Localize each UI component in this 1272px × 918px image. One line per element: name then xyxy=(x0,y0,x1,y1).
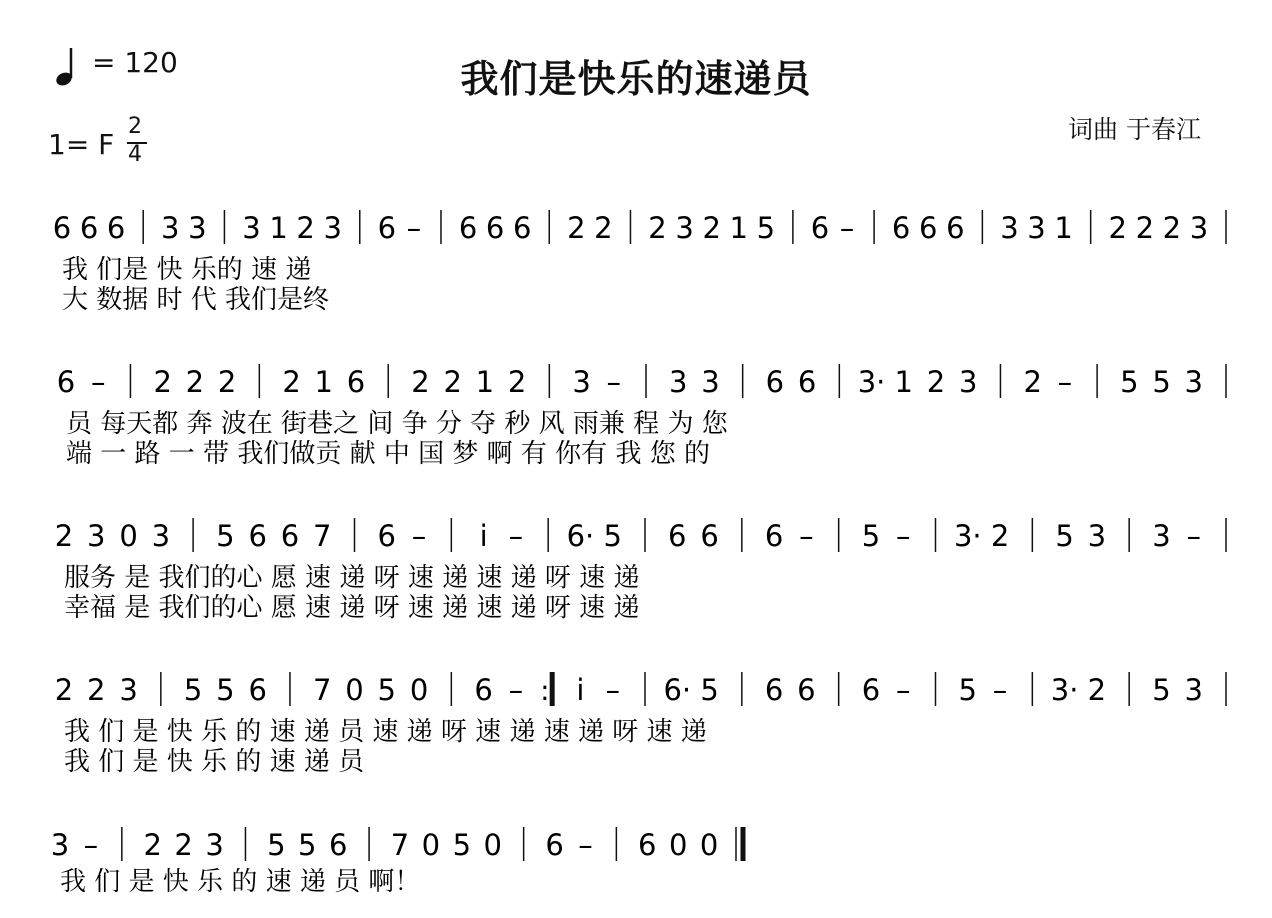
note: 6 xyxy=(377,519,397,553)
note: 3 xyxy=(323,211,342,245)
lyric-line: 幸福 是 我们的心 愿 速 递 呀 速 递 速 递 呀 速 递 xyxy=(64,593,640,623)
note: 3· xyxy=(1050,673,1079,707)
note: – xyxy=(411,519,427,553)
note: 2 xyxy=(1135,211,1155,245)
lyric-line: 员 每天都 奔 波在 街巷之 间 争 分 夺 秒 风 雨兼 程 为 您 xyxy=(66,409,728,439)
lyric-line: 我 们 是 快 乐 的 速 递 员 啊！ xyxy=(60,867,421,897)
note: 6 xyxy=(248,673,267,707)
note: 3 xyxy=(242,211,261,245)
note: 6 xyxy=(106,211,126,245)
note: – xyxy=(1186,519,1201,553)
key-signature: 1= F xyxy=(48,128,115,161)
note: 0 xyxy=(699,828,719,862)
note: 3 xyxy=(1184,673,1203,707)
lyric-line: 我 们是 快 乐的 速 递 xyxy=(62,255,312,285)
note: 6 xyxy=(79,211,99,245)
note: 6 xyxy=(52,211,72,245)
note: 3 xyxy=(87,519,106,553)
note: 1 xyxy=(475,365,495,399)
note: 6 xyxy=(56,365,76,399)
note: 6 xyxy=(346,365,366,399)
note: 6· xyxy=(663,673,692,707)
note: 3 xyxy=(1087,519,1107,553)
note: 5 xyxy=(216,519,235,553)
note: 5 xyxy=(183,673,203,707)
note: 3 xyxy=(675,211,694,245)
note: 6 xyxy=(280,519,300,553)
note: 6 xyxy=(668,519,687,553)
note: – xyxy=(508,519,524,553)
tempo-marking: = 120 xyxy=(92,46,178,79)
note: 6 xyxy=(638,828,657,862)
note: 6 xyxy=(458,211,478,245)
note: 2 xyxy=(296,211,315,245)
note: 6 xyxy=(485,211,505,245)
lyric-line: 服务 是 我们的心 愿 速 递 呀 速 递 速 递 呀 速 递 xyxy=(64,563,640,593)
note: 6 xyxy=(377,211,397,245)
note: – xyxy=(839,211,855,245)
note: 5 xyxy=(603,519,622,553)
note: 3 xyxy=(205,828,224,862)
note: i xyxy=(576,673,585,707)
note: 2 xyxy=(990,519,1010,553)
note: 2 xyxy=(185,365,205,399)
note: 6 xyxy=(764,673,784,707)
note: – xyxy=(1057,365,1073,399)
note: 2 xyxy=(648,211,667,245)
note: 2 xyxy=(217,365,237,399)
note: – xyxy=(606,365,622,399)
note: 6· xyxy=(566,519,595,553)
note: 2 xyxy=(567,211,586,245)
note: 2 xyxy=(1023,365,1042,399)
note: 0 xyxy=(119,519,138,553)
note: 2 xyxy=(54,673,74,707)
note: 6 xyxy=(764,519,784,553)
note: 5 xyxy=(1055,519,1074,553)
note: 6 xyxy=(474,673,493,707)
note: 7 xyxy=(390,828,410,862)
note: 3 xyxy=(119,673,138,707)
note: 6 xyxy=(810,211,830,245)
note: 0 xyxy=(409,673,429,707)
note: 2 xyxy=(1087,673,1107,707)
note: 5 xyxy=(452,828,472,862)
note: 3 xyxy=(701,365,720,399)
song-title: 我们是快乐的速递员 xyxy=(460,57,812,101)
note: 6 xyxy=(861,673,881,707)
note: 2 xyxy=(926,365,946,399)
note: 3 xyxy=(572,365,591,399)
note: 3 xyxy=(50,828,70,862)
note: 2 xyxy=(507,365,527,399)
note: 1 xyxy=(729,211,748,245)
note: 2 xyxy=(174,828,193,862)
note: 0 xyxy=(483,828,502,862)
note: 3 xyxy=(1027,211,1046,245)
note: 2 xyxy=(143,828,162,862)
note: 5 xyxy=(1152,673,1171,707)
note: 3 xyxy=(1184,365,1204,399)
lyric-line: 我 们 是 快 乐 的 速 递 员 速 递 呀 速 递 速 递 呀 速 递 xyxy=(64,717,707,747)
note: 6 xyxy=(797,673,816,707)
lyric-line: 我 们 是 快 乐 的 速 递 员 xyxy=(64,747,365,777)
note: 3 xyxy=(958,365,978,399)
lyric-line: 端 一 路 一 带 我们做贡 献 中 国 梦 啊 有 你有 我 您 的 xyxy=(66,439,710,469)
lyric-line: 大 数据 时 代 我们是终 xyxy=(62,285,330,315)
note: – xyxy=(895,673,911,707)
note: 6 xyxy=(328,828,348,862)
note: 3 xyxy=(1152,519,1171,553)
note: 5 xyxy=(756,211,776,245)
note: 5 xyxy=(861,519,881,553)
note: 0 xyxy=(345,673,364,707)
note: 2 xyxy=(54,519,74,553)
note: 2 xyxy=(1108,211,1127,245)
note: 5 xyxy=(958,673,978,707)
note: 2 xyxy=(87,673,106,707)
note: – xyxy=(83,828,99,862)
note: 3 xyxy=(1189,211,1209,245)
note: 1 xyxy=(1054,211,1073,245)
note: 1 xyxy=(894,365,914,399)
note: 7 xyxy=(312,673,332,707)
note: – xyxy=(605,673,620,707)
note: 5 xyxy=(267,828,286,862)
note: 6 xyxy=(946,211,965,245)
note: 3· xyxy=(857,365,886,399)
note: 1 xyxy=(314,365,334,399)
note: 7 xyxy=(312,519,332,553)
note: 6 xyxy=(248,519,267,553)
note: 3 xyxy=(161,211,180,245)
repeat-sign: : xyxy=(540,674,550,707)
note: – xyxy=(895,519,911,553)
note: 3 xyxy=(151,519,171,553)
note: 2 xyxy=(702,211,721,245)
note: 3 xyxy=(188,211,207,245)
note: – xyxy=(508,673,524,707)
note: 3· xyxy=(953,519,982,553)
note: 0 xyxy=(421,828,441,862)
time-signature-numerator: 2 xyxy=(128,114,142,139)
note: – xyxy=(992,673,1008,707)
note: 6 xyxy=(700,519,719,553)
note: 6 xyxy=(797,365,817,399)
note: 6 xyxy=(765,365,785,399)
note: 3 xyxy=(668,365,688,399)
note: 2 xyxy=(282,365,301,399)
note: – xyxy=(90,365,106,399)
note: – xyxy=(578,828,593,862)
note: 5 xyxy=(1152,365,1171,399)
note: – xyxy=(799,519,814,553)
note: 5 xyxy=(1120,365,1139,399)
note: 6 xyxy=(919,211,938,245)
note: 6 xyxy=(891,211,911,245)
note: 6 xyxy=(512,211,532,245)
note: 5 xyxy=(377,673,397,707)
note: 2 xyxy=(1162,211,1182,245)
note: 2 xyxy=(443,365,462,399)
note: 5 xyxy=(298,828,317,862)
composer-credit: 词曲 于春江 xyxy=(1068,115,1201,144)
note: – xyxy=(406,211,422,245)
note: 2 xyxy=(153,365,172,399)
note: 1 xyxy=(269,211,288,245)
note: 3 xyxy=(1000,211,1019,245)
time-signature-denominator: 4 xyxy=(128,142,142,167)
note: 2 xyxy=(594,211,613,245)
note: i xyxy=(479,519,488,553)
note: 2 xyxy=(411,365,430,399)
note: 5 xyxy=(216,673,235,707)
note: 6 xyxy=(545,828,564,862)
note: 5 xyxy=(700,673,719,707)
note: 0 xyxy=(668,828,688,862)
